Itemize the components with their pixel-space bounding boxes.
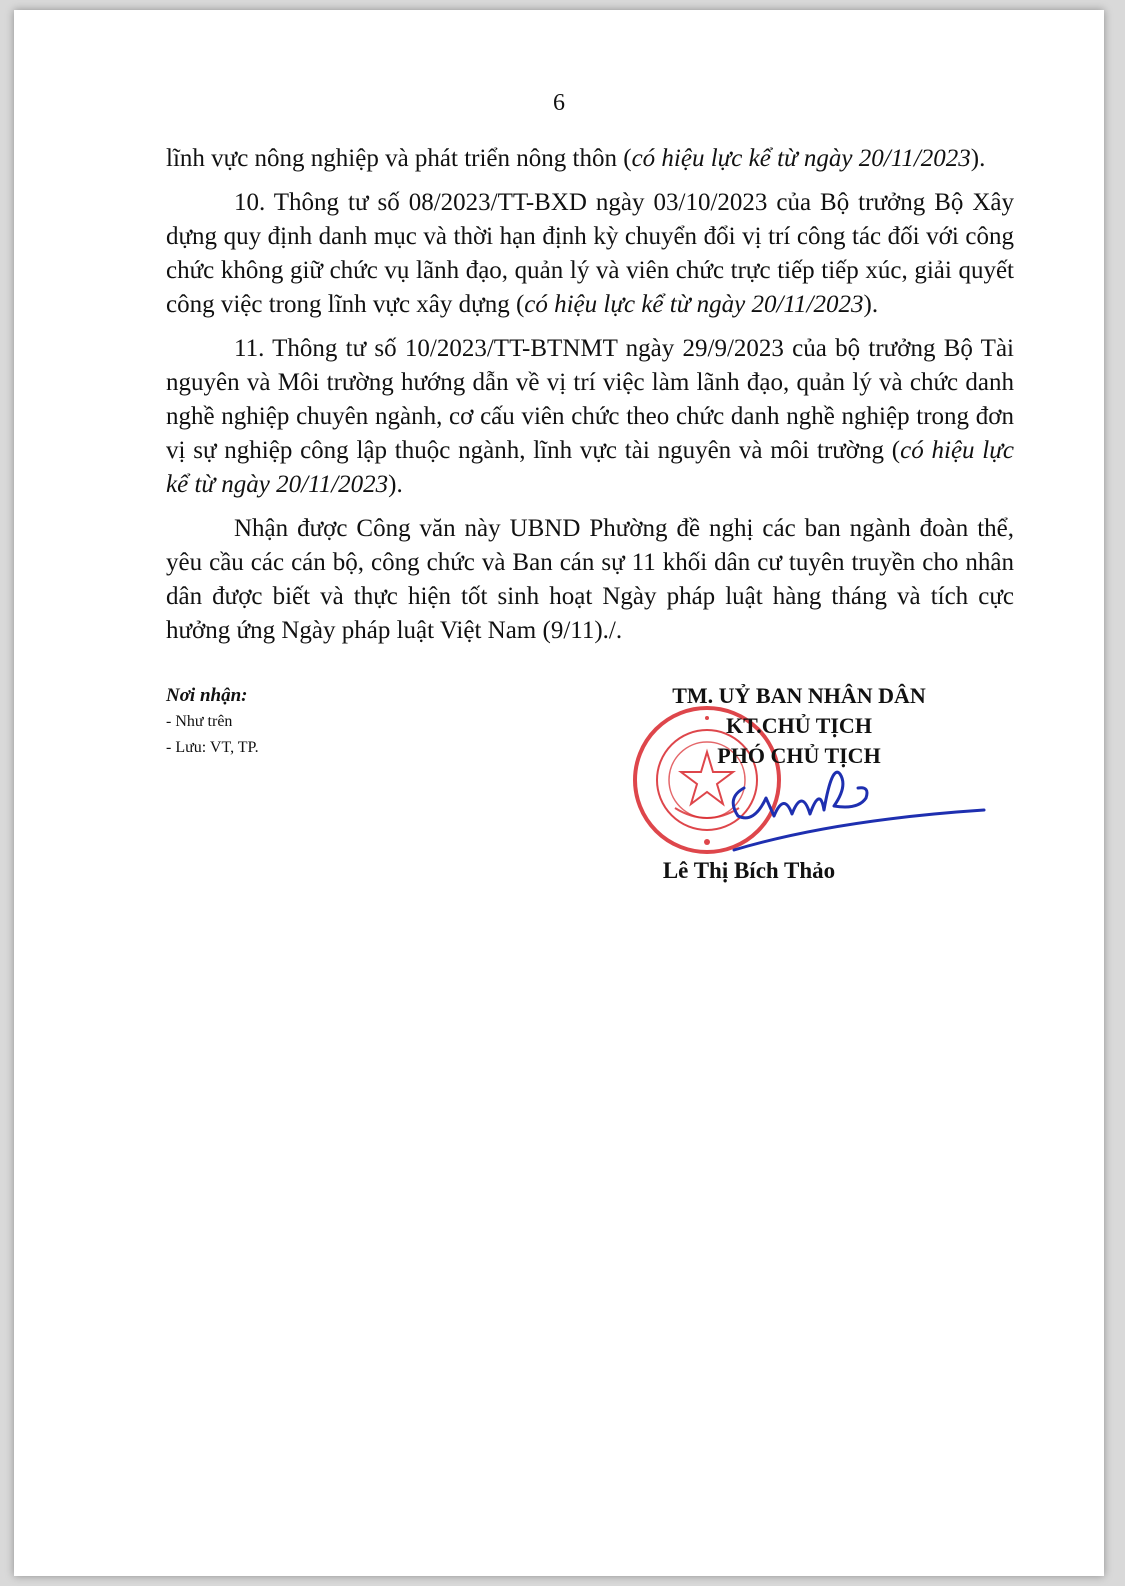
effective-date-note: có hiệu lực kể từ ngày 20/11/2023	[631, 145, 971, 172]
closing-paragraph: Nhận được Công văn này UBND Phường đề nghị các ban ngành đoàn thể, yêu cầu các cán bộ, công chức và Ban cán sự 11 khối dân cư tuyên truyền cho nhân dân được biết và thực hiện tốt sinh hoạt Ngày pháp luật hàng tháng và tích cực hưởng ứng Ngày pháp luật Việt Nam (9/11)./.	[166, 515, 1014, 644]
paragraph-10: 10. Thông tư số 08/2023/TT-BXD ngày 03/10/2023 của Bộ trưởng Bộ Xây dựng quy định danh mục và thời hạn định kỳ chuyển đổi vị trí công tác đối với công chức không giữ chức vụ lãnh đạo, quản lý và viên chức trực tiếp tiếp xúc, giải quyết công việc trong lĩnh vực xây dựng (có hiệu lực kể từ ngày 20/11/2023).	[166, 189, 1014, 318]
document-page	[14, 10, 1104, 1576]
effective-date-note: có hiệu lực kể từ ngày 20/11/2023	[166, 437, 1014, 498]
effective-date-note: có hiệu lực kể từ ngày 20/11/2023	[524, 291, 864, 318]
recipients-block	[166, 683, 259, 761]
recipients-heading: Nơi nhận:	[166, 685, 248, 706]
signature-title-line3: PHÓ CHỦ TỊCH	[717, 743, 881, 768]
signature-title-line1: TM. UỶ BAN NHÂN DÂN	[672, 683, 926, 708]
signer-name: Lê Thị Bích Thảo	[662, 858, 836, 883]
handwritten-signature-icon	[714, 758, 994, 858]
recipient-item: - Lưu: VT, TP.	[166, 739, 259, 756]
recipient-item: - Như trên	[166, 713, 233, 730]
document-body	[166, 142, 1014, 658]
paragraph-11: 11. Thông tư số 10/2023/TT-BTNMT ngày 29/9/2023 của bộ trưởng Bộ Tài nguyên và Môi trường hướng dẫn về vị trí việc làm lãnh đạo, quản lý và chức danh nghề nghiệp chuyên ngành, cơ cấu viên chức theo chức danh nghề nghiệp trong đơn vị sự nghiệp công lập thuộc ngành, lĩnh vực tài nguyên và môi trường (có hiệu lực kể từ ngày 20/11/2023).	[166, 335, 1014, 498]
page-number: 6	[553, 90, 565, 116]
paragraph-9-continuation: lĩnh vực nông nghiệp và phát triển nông thôn (có hiệu lực kể từ ngày 20/11/2023).	[166, 145, 986, 172]
signature-title-line2: KT.CHỦ TỊCH	[726, 713, 872, 738]
